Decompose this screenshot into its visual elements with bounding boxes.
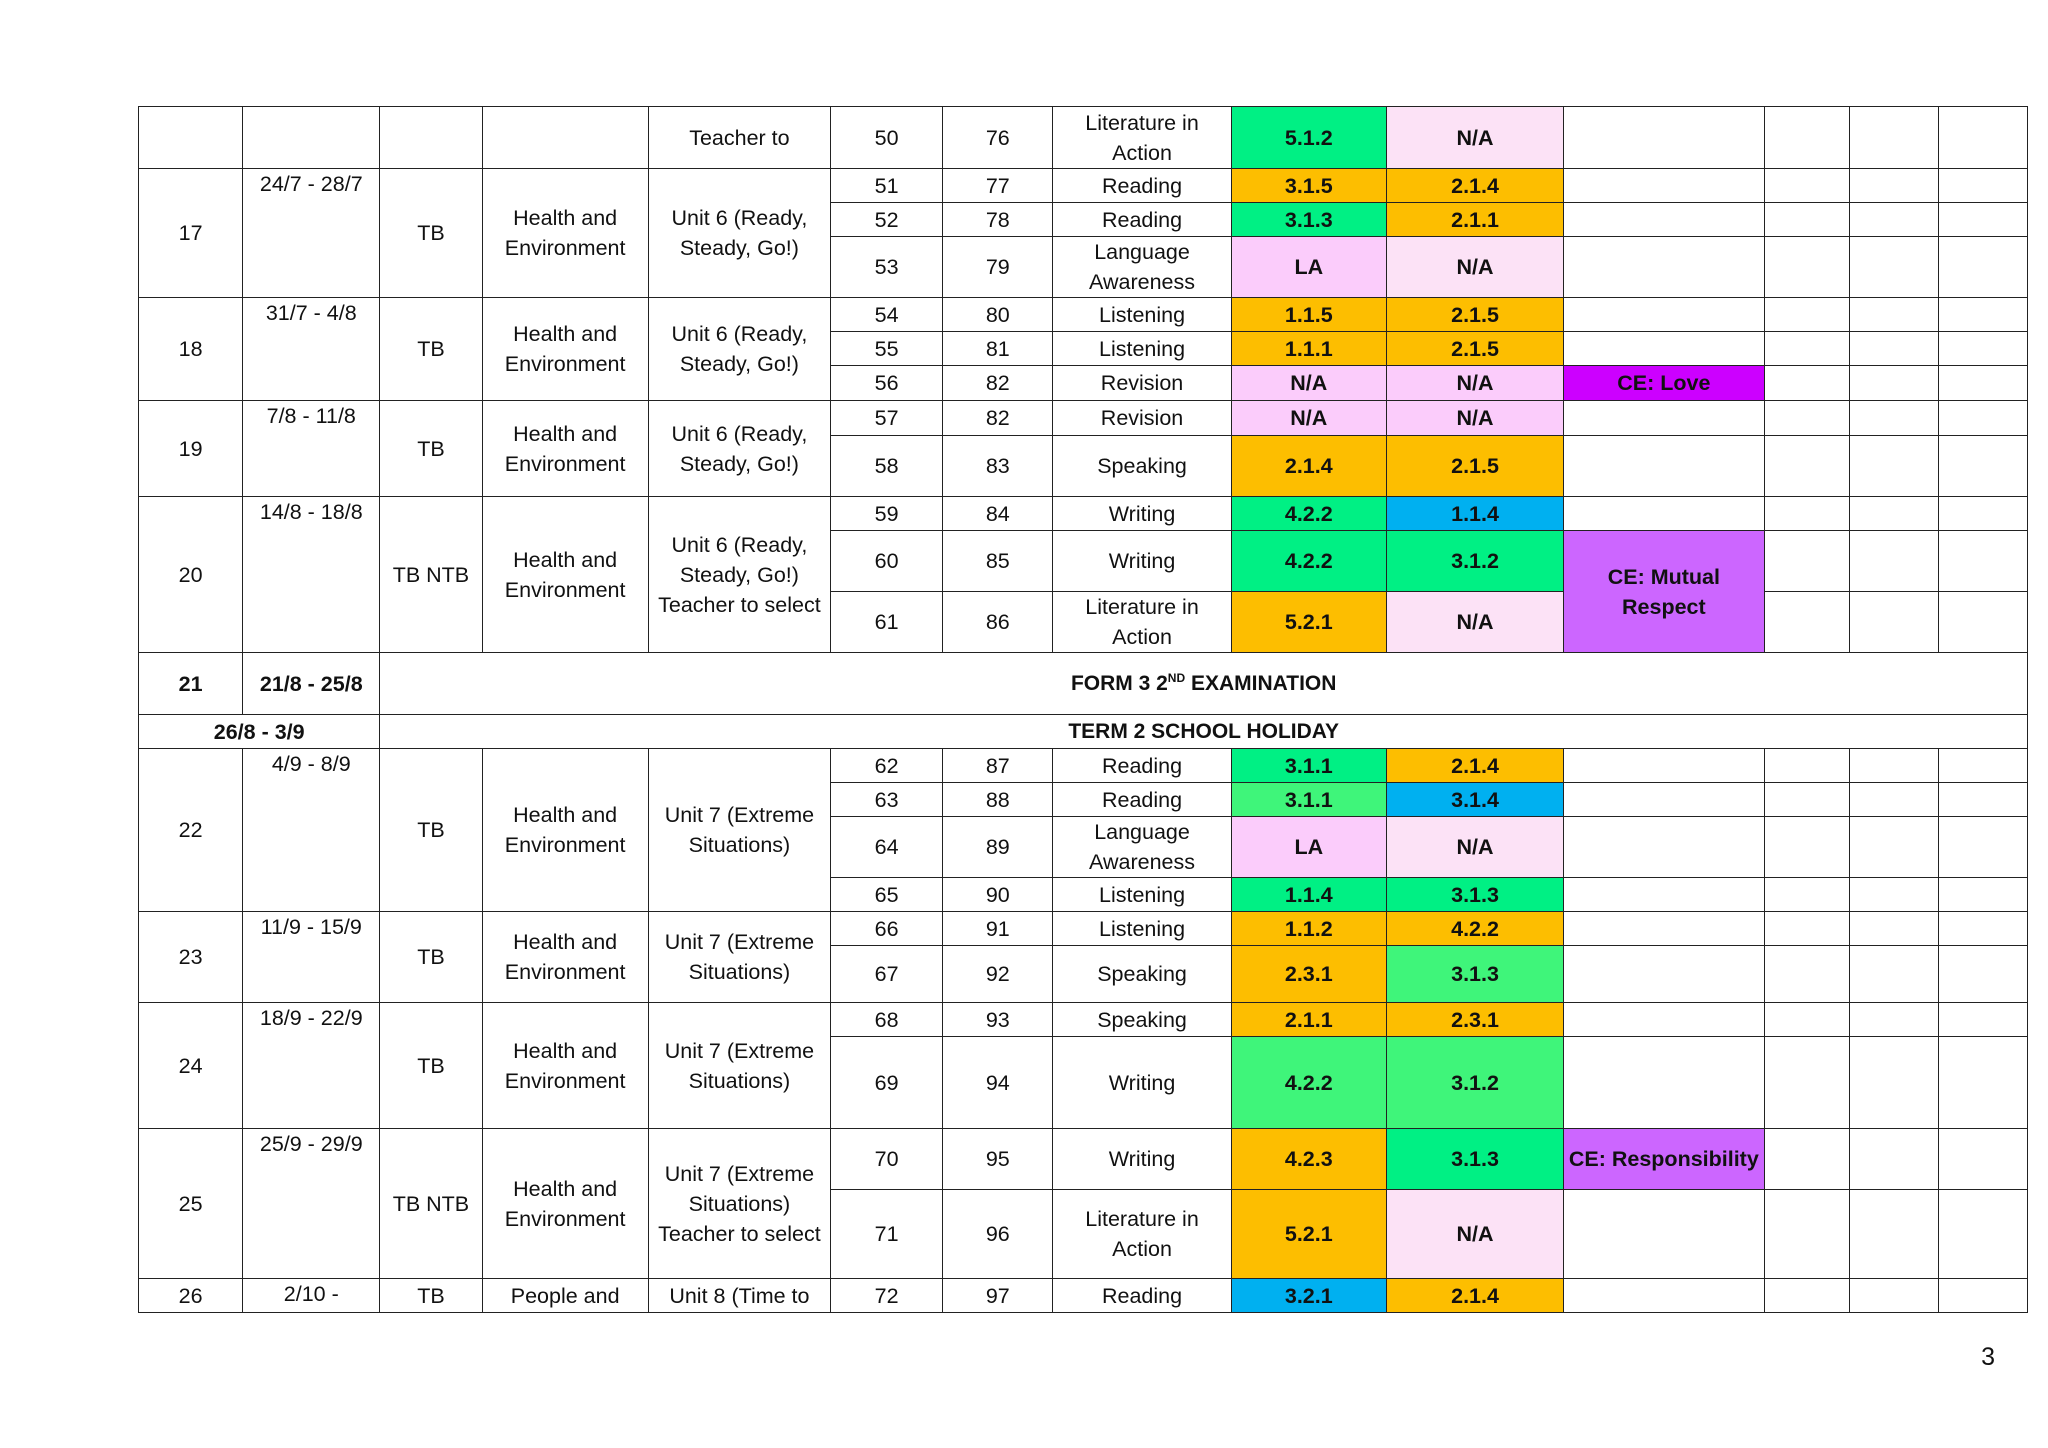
empty-cell [1938,1190,2027,1279]
empty-cell [1938,1037,2027,1129]
holiday-row [139,715,2028,749]
topic: Unit 7 (Extreme Situations) [648,1003,830,1129]
lesson-number: 50 [831,107,943,169]
theme: Health and Environment [482,1129,648,1279]
skill: Language Awareness [1053,817,1231,878]
complementary-skill-standard: N/A [1386,1190,1563,1279]
skill: Listening [1053,332,1231,366]
skill: Speaking [1053,1003,1231,1037]
complementary-skill-standard: N/A [1386,107,1563,169]
cross-curricular-element [1564,169,1764,203]
empty-cell [1938,203,2027,237]
page-ref: 85 [943,531,1053,592]
week-number: 23 [139,912,243,1003]
week-dates: 21/8 - 25/8 [243,653,380,715]
skill: Reading [1053,203,1231,237]
skill: Reading [1053,783,1231,817]
skill: Speaking [1053,946,1231,1003]
empty-cell [1938,1279,2027,1313]
main-skill-standard: 3.1.5 [1231,169,1386,203]
empty-cell [1938,332,2027,366]
theme: Health and Environment [482,1003,648,1129]
empty-cell [1849,332,1938,366]
week-dates: 14/8 - 18/8 [243,497,380,653]
cross-curricular-element: CE: Responsibility [1564,1129,1764,1190]
empty-cell [1849,237,1938,298]
empty-cell [1938,817,2027,878]
lesson-row [139,401,2028,436]
cross-curricular-element [1564,1190,1764,1279]
cross-curricular-element [1564,237,1764,298]
empty-cell [1849,592,1938,653]
lesson-number: 64 [831,817,943,878]
empty-cell [1764,169,1849,203]
skill: Listening [1053,298,1231,332]
main-skill-standard: 1.1.4 [1231,878,1386,912]
week-dates: 31/7 - 4/8 [243,298,380,401]
empty-cell [1849,783,1938,817]
theme: Health and Environment [482,169,648,298]
lesson-number: 53 [831,237,943,298]
main-skill-standard: 4.2.3 [1231,1129,1386,1190]
skill: Literature in Action [1053,107,1231,169]
empty-cell [1764,912,1849,946]
week-number: 24 [139,1003,243,1129]
empty-cell [1764,366,1849,401]
main-skill-standard: 5.2.1 [1231,592,1386,653]
skill: Literature in Action [1053,1190,1231,1279]
page-ref: 78 [943,203,1053,237]
skill: Writing [1053,531,1231,592]
empty-cell [1764,817,1849,878]
complementary-skill-standard: 2.1.4 [1386,1279,1563,1313]
empty-cell [1849,366,1938,401]
main-skill-standard: 1.1.1 [1231,332,1386,366]
skill: Writing [1053,497,1231,531]
page-ref: 79 [943,237,1053,298]
lesson-number: 51 [831,169,943,203]
cross-curricular-element [1564,298,1764,332]
main-skill-standard: 1.1.2 [1231,912,1386,946]
empty-cell [1849,497,1938,531]
theme: Health and Environment [482,749,648,912]
lesson-number: 62 [831,749,943,783]
lesson-type: TB [380,169,482,298]
cross-curricular-element [1564,401,1764,436]
empty-cell [1938,1129,2027,1190]
main-skill-standard: N/A [1231,401,1386,436]
lesson-row [139,107,2028,169]
empty-cell [1938,366,2027,401]
empty-cell [1764,1190,1849,1279]
empty-cell [1764,878,1849,912]
topic: Unit 6 (Ready, Steady, Go!) Teacher to select [648,497,830,653]
main-skill-standard: 2.3.1 [1231,946,1386,1003]
empty-cell [1764,592,1849,653]
lesson-number: 72 [831,1279,943,1313]
lesson-number: 67 [831,946,943,1003]
lesson-number: 66 [831,912,943,946]
cross-curricular-element: CE: Love [1564,366,1764,401]
lesson-type [380,107,482,169]
empty-cell [1764,497,1849,531]
empty-cell [1764,1003,1849,1037]
cross-curricular-element: CE: Mutual Respect [1564,531,1764,653]
empty-cell [1764,783,1849,817]
cross-curricular-element [1564,107,1764,169]
lesson-number: 63 [831,783,943,817]
complementary-skill-standard: 3.1.4 [1386,783,1563,817]
complementary-skill-standard: N/A [1386,237,1563,298]
week-number: 25 [139,1129,243,1279]
cross-curricular-element [1564,332,1764,366]
empty-cell [1849,817,1938,878]
week-number: 26 [139,1279,243,1313]
main-skill-standard: 5.2.1 [1231,1190,1386,1279]
topic: Unit 7 (Extreme Situations) [648,749,830,912]
empty-cell [1849,749,1938,783]
cross-curricular-element [1564,749,1764,783]
complementary-skill-standard: N/A [1386,401,1563,436]
complementary-skill-standard: 1.1.4 [1386,497,1563,531]
scheme-of-work-table [138,106,2028,1313]
main-skill-standard: N/A [1231,366,1386,401]
empty-cell [1849,1279,1938,1313]
lesson-number: 65 [831,878,943,912]
main-skill-standard: 3.1.1 [1231,749,1386,783]
complementary-skill-standard: N/A [1386,366,1563,401]
empty-cell [1849,169,1938,203]
complementary-skill-standard: N/A [1386,817,1563,878]
complementary-skill-standard: 3.1.2 [1386,1037,1563,1129]
page-ref: 89 [943,817,1053,878]
page-ref: 90 [943,878,1053,912]
main-skill-standard: 4.2.2 [1231,1037,1386,1129]
skill: Speaking [1053,436,1231,497]
week-number [139,107,243,169]
skill: Reading [1053,169,1231,203]
lesson-number: 57 [831,401,943,436]
page-ref: 87 [943,749,1053,783]
cross-curricular-element [1564,946,1764,1003]
empty-cell [1938,912,2027,946]
empty-cell [1849,912,1938,946]
lesson-row [139,169,2028,203]
theme: Health and Environment [482,497,648,653]
empty-cell [1849,1003,1938,1037]
empty-cell [1849,531,1938,592]
page-ref: 81 [943,332,1053,366]
cross-curricular-element [1564,203,1764,237]
empty-cell [1764,1129,1849,1190]
empty-cell [1938,237,2027,298]
topic: Teacher to [648,107,830,169]
page-ref: 86 [943,592,1053,653]
empty-cell [1764,1279,1849,1313]
topic: Unit 6 (Ready, Steady, Go!) [648,298,830,401]
lesson-number: 59 [831,497,943,531]
week-dates [243,107,380,169]
cross-curricular-element [1564,878,1764,912]
skill: Writing [1053,1129,1231,1190]
page-ref: 83 [943,436,1053,497]
skill: Listening [1053,878,1231,912]
lesson-number: 55 [831,332,943,366]
empty-cell [1938,298,2027,332]
empty-cell [1849,878,1938,912]
page-ref: 92 [943,946,1053,1003]
main-skill-standard: 2.1.1 [1231,1003,1386,1037]
page-ref: 76 [943,107,1053,169]
lesson-number: 58 [831,436,943,497]
page-ref: 93 [943,1003,1053,1037]
page-ref: 88 [943,783,1053,817]
skill: Literature in Action [1053,592,1231,653]
lesson-type: TB [380,298,482,401]
skill: Revision [1053,366,1231,401]
complementary-skill-standard: 2.1.4 [1386,749,1563,783]
lesson-row [139,749,2028,783]
lesson-type: TB [380,1279,482,1313]
lesson-row [139,912,2028,946]
lesson-type: TB NTB [380,497,482,653]
complementary-skill-standard: 3.1.2 [1386,531,1563,592]
main-skill-standard: 4.2.2 [1231,531,1386,592]
topic: Unit 7 (Extreme Situations) [648,912,830,1003]
week-dates: 2/10 - [243,1279,380,1313]
lesson-type: TB [380,401,482,497]
page-ref: 82 [943,366,1053,401]
week-number: 19 [139,401,243,497]
holiday-banner: TERM 2 SCHOOL HOLIDAY [380,715,2028,749]
main-skill-standard: 1.1.5 [1231,298,1386,332]
empty-cell [1938,946,2027,1003]
skill: Revision [1053,401,1231,436]
lesson-number: 70 [831,1129,943,1190]
complementary-skill-standard: 2.1.5 [1386,436,1563,497]
empty-cell [1764,531,1849,592]
topic: Unit 8 (Time to [648,1279,830,1313]
empty-cell [1938,592,2027,653]
theme [482,107,648,169]
week-dates: 4/9 - 8/9 [243,749,380,912]
empty-cell [1938,107,2027,169]
cross-curricular-element [1564,817,1764,878]
page-ref: 95 [943,1129,1053,1190]
main-skill-standard: 3.2.1 [1231,1279,1386,1313]
empty-cell [1764,436,1849,497]
week-number: 21 [139,653,243,715]
complementary-skill-standard: 3.1.3 [1386,878,1563,912]
empty-cell [1938,1003,2027,1037]
empty-cell [1938,749,2027,783]
page-ref: 84 [943,497,1053,531]
empty-cell [1849,203,1938,237]
empty-cell [1764,237,1849,298]
week-dates: 25/9 - 29/9 [243,1129,380,1279]
page-ref: 82 [943,401,1053,436]
main-skill-standard: 5.1.2 [1231,107,1386,169]
empty-cell [1849,298,1938,332]
topic: Unit 7 (Extreme Situations) Teacher to select [648,1129,830,1279]
empty-cell [1764,1037,1849,1129]
page-ref: 77 [943,169,1053,203]
lesson-number: 60 [831,531,943,592]
cross-curricular-element [1564,1037,1764,1129]
complementary-skill-standard: 2.3.1 [1386,1003,1563,1037]
topic: Unit 6 (Ready, Steady, Go!) [648,401,830,497]
lesson-row [139,1003,2028,1037]
empty-cell [1938,169,2027,203]
lesson-type: TB [380,912,482,1003]
empty-cell [1764,203,1849,237]
week-dates: 11/9 - 15/9 [243,912,380,1003]
lesson-type: TB [380,749,482,912]
week-number: 22 [139,749,243,912]
page-ref: 96 [943,1190,1053,1279]
skill: Language Awareness [1053,237,1231,298]
skill: Listening [1053,912,1231,946]
empty-cell [1764,332,1849,366]
page-number: 3 [1981,1343,1995,1371]
cross-curricular-element [1564,912,1764,946]
lesson-row [139,1279,2028,1313]
cross-curricular-element [1564,436,1764,497]
holiday-dates: 26/8 - 3/9 [139,715,380,749]
empty-cell [1849,1037,1938,1129]
empty-cell [1938,401,2027,436]
empty-cell [1938,497,2027,531]
empty-cell [1764,749,1849,783]
empty-cell [1849,401,1938,436]
theme: Health and Environment [482,401,648,497]
page-ref: 97 [943,1279,1053,1313]
empty-cell [1849,946,1938,1003]
main-skill-standard: LA [1231,817,1386,878]
week-dates: 24/7 - 28/7 [243,169,380,298]
theme: People and [482,1279,648,1313]
empty-cell [1764,298,1849,332]
empty-cell [1938,783,2027,817]
topic: Unit 6 (Ready, Steady, Go!) [648,169,830,298]
skill: Writing [1053,1037,1231,1129]
page-ref: 80 [943,298,1053,332]
complementary-skill-standard: 2.1.1 [1386,203,1563,237]
empty-cell [1849,107,1938,169]
complementary-skill-standard: 3.1.3 [1386,946,1563,1003]
main-skill-standard: 3.1.1 [1231,783,1386,817]
cross-curricular-element [1564,783,1764,817]
lesson-number: 69 [831,1037,943,1129]
lesson-number: 71 [831,1190,943,1279]
skill: Reading [1053,1279,1231,1313]
complementary-skill-standard: 2.1.5 [1386,332,1563,366]
lesson-number: 61 [831,592,943,653]
page-ref: 94 [943,1037,1053,1129]
complementary-skill-standard: 3.1.3 [1386,1129,1563,1190]
week-number: 17 [139,169,243,298]
empty-cell [1764,946,1849,1003]
main-skill-standard: LA [1231,237,1386,298]
cross-curricular-element [1564,497,1764,531]
week-dates: 7/8 - 11/8 [243,401,380,497]
empty-cell [1938,436,2027,497]
cross-curricular-element [1564,1003,1764,1037]
week-number: 20 [139,497,243,653]
page-ref: 91 [943,912,1053,946]
lesson-number: 68 [831,1003,943,1037]
lesson-row [139,1129,2028,1190]
theme: Health and Environment [482,912,648,1003]
skill: Reading [1053,749,1231,783]
main-skill-standard: 2.1.4 [1231,436,1386,497]
lesson-number: 52 [831,203,943,237]
cross-curricular-element [1564,1279,1764,1313]
lesson-type: TB NTB [380,1129,482,1279]
complementary-skill-standard: 2.1.5 [1386,298,1563,332]
empty-cell [1849,436,1938,497]
complementary-skill-standard: N/A [1386,592,1563,653]
empty-cell [1938,531,2027,592]
empty-cell [1849,1190,1938,1279]
empty-cell [1938,878,2027,912]
lesson-type: TB [380,1003,482,1129]
main-skill-standard: 3.1.3 [1231,203,1386,237]
complementary-skill-standard: 2.1.4 [1386,169,1563,203]
lesson-number: 56 [831,366,943,401]
main-skill-standard: 4.2.2 [1231,497,1386,531]
theme: Health and Environment [482,298,648,401]
empty-cell [1849,1129,1938,1190]
lesson-row [139,298,2028,332]
complementary-skill-standard: 4.2.2 [1386,912,1563,946]
empty-cell [1764,107,1849,169]
week-dates: 18/9 - 22/9 [243,1003,380,1129]
lesson-row [139,497,2028,531]
empty-cell [1764,401,1849,436]
exam-banner: FORM 3 2ND EXAMINATION [380,653,2028,715]
lesson-number: 54 [831,298,943,332]
week-number: 18 [139,298,243,401]
exam-row [139,653,2028,715]
